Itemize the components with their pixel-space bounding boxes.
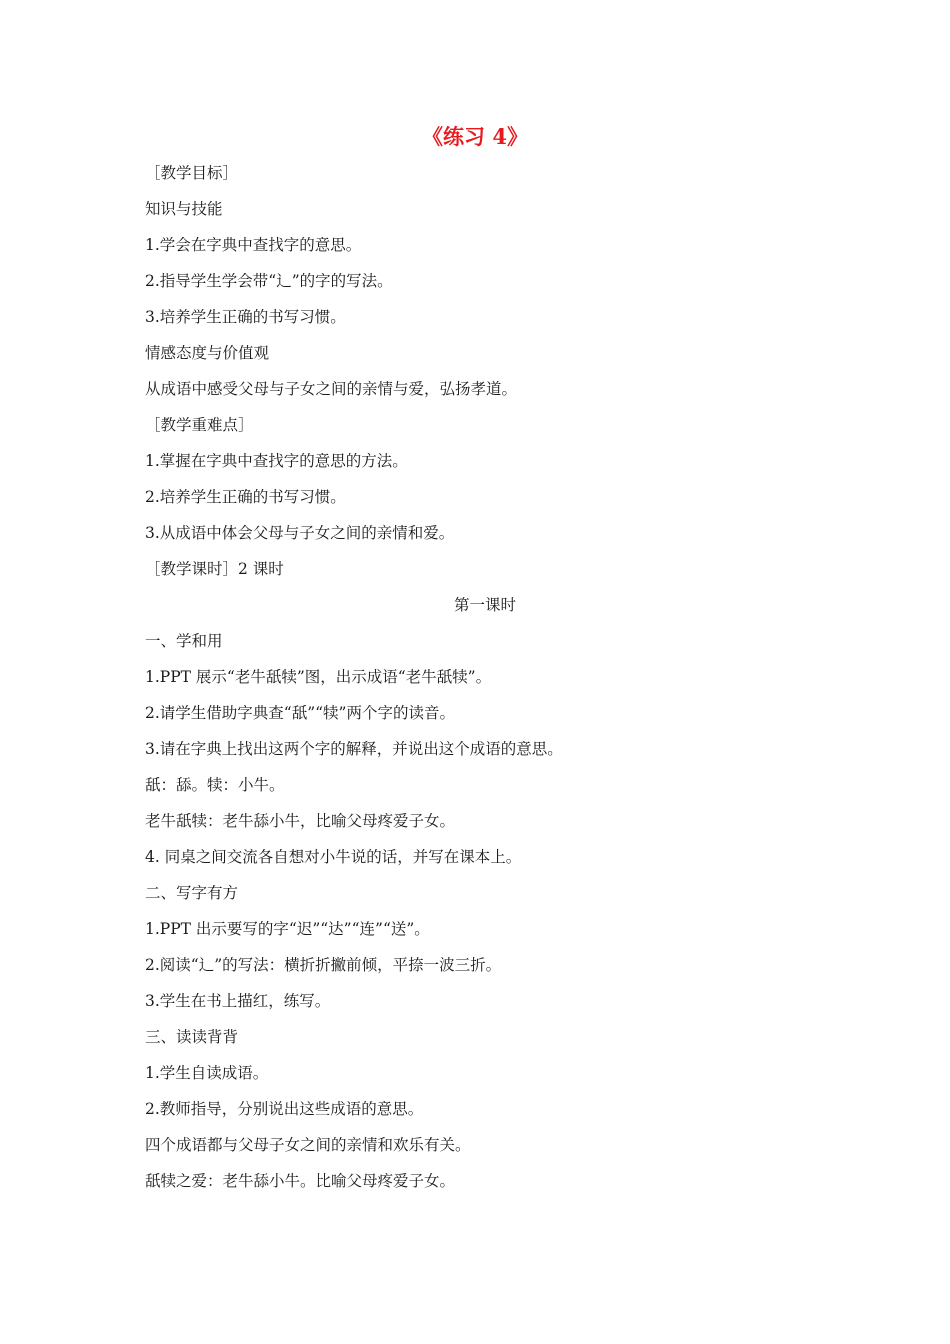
paragraph: 2.教师指导，分别说出这些成语的意思。 bbox=[145, 1100, 424, 1118]
part-heading-writing: 二、写字有方 bbox=[145, 884, 239, 902]
lesson-heading: 第一课时 bbox=[453, 596, 516, 614]
part-heading-reading: 三、读读背背 bbox=[145, 1028, 239, 1046]
section-heading-class-hours: ［教学课时］2 课时 bbox=[145, 560, 284, 578]
paragraph: 从成语中感受父母与子女之间的亲情与爱，弘扬孝道。 bbox=[145, 380, 518, 398]
paragraph: 3.从成语中体会父母与子女之间的亲情和爱。 bbox=[145, 524, 455, 542]
paragraph: 3.培养学生正确的书写习惯。 bbox=[145, 308, 346, 326]
paragraph: 2.阅读“辶”的写法：横折折撇前倾，平捺一波三折。 bbox=[145, 956, 502, 974]
document-title: 《练习 4》 bbox=[422, 124, 528, 149]
paragraph: 2.指导学生学会带“辶”的字的写法。 bbox=[145, 272, 393, 290]
paragraph: 3.学生在书上描红，练写。 bbox=[145, 992, 331, 1010]
paragraph: 3.请在字典上找出这两个字的解释，并说出这个成语的意思。 bbox=[145, 740, 563, 758]
paragraph: 舐犊之爱：老牛舔小牛。比喻父母疼爱子女。 bbox=[145, 1172, 456, 1190]
paragraph: 1.学生自读成语。 bbox=[145, 1064, 269, 1082]
paragraph: 1.PPT 出示要写的字“迟”“达”“连”“送”。 bbox=[145, 920, 430, 938]
document-body bbox=[145, 158, 825, 1202]
paragraph: 舐：舔。犊：小牛。 bbox=[145, 776, 285, 794]
paragraph: 1.学会在字典中查找字的意思。 bbox=[145, 236, 362, 254]
part-heading-learn-use: 一、学和用 bbox=[145, 632, 223, 650]
paragraph: 1.掌握在字典中查找字的意思的方法。 bbox=[145, 452, 408, 470]
subheading-attitudes-values: 情感态度与价值观 bbox=[145, 344, 270, 362]
paragraph: 4. 同桌之间交流各自想对小牛说的话，并写在课本上。 bbox=[145, 848, 522, 866]
paragraph: 2.请学生借助字典查“舐”“犊”两个字的读音。 bbox=[145, 704, 455, 722]
section-heading-key-points: ［教学重难点］ bbox=[145, 416, 254, 434]
paragraph: 老牛舐犊：老牛舔小牛，比喻父母疼爱子女。 bbox=[145, 812, 456, 830]
paragraph: 四个成语都与父母子女之间的亲情和欢乐有关。 bbox=[145, 1136, 471, 1154]
subheading-knowledge-skills: 知识与技能 bbox=[145, 200, 223, 218]
paragraph: 1.PPT 展示“老牛舐犊”图，出示成语“老牛舐犊”。 bbox=[145, 668, 492, 686]
section-heading-objectives: ［教学目标］ bbox=[145, 164, 239, 182]
paragraph: 2.培养学生正确的书写习惯。 bbox=[145, 488, 346, 506]
